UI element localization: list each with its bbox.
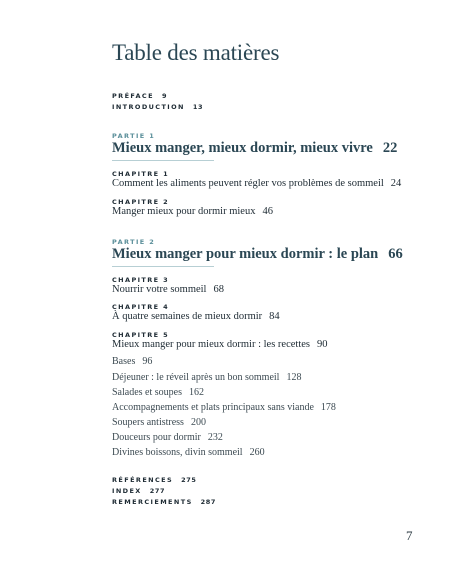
chapter-page: 90 — [316, 339, 328, 350]
entry-label: INDEX — [112, 487, 142, 495]
chapter-title-text: Mieux manger pour mieux dormir : les recettes — [112, 339, 310, 350]
chapter-2-kicker: CHAPITRE 2 — [112, 198, 170, 206]
entry-label: RÉFÉRENCES — [112, 476, 174, 484]
chapter-1-kicker: CHAPITRE 1 — [112, 170, 170, 178]
recipe-page: 200 — [190, 417, 206, 428]
part-1-divider — [112, 160, 214, 161]
recipe-title: Déjeuner : le réveil après un bon sommeil — [112, 372, 280, 383]
chapter-title-text: À quatre semaines de mieux dormir — [112, 311, 263, 322]
recipe-title: Douceurs pour dormir — [112, 432, 201, 443]
entry-label: INTRODUCTION — [112, 103, 185, 111]
part-title-text: Mieux manger pour mieux dormir : le plan — [112, 246, 379, 262]
entry-page: 287 — [200, 498, 217, 506]
part-title-text: Mieux manger, mieux dormir, mieux vivre — [112, 140, 373, 156]
toc-entry-preface[interactable] — [112, 92, 167, 100]
part-page: 22 — [382, 140, 398, 156]
part-1-title[interactable] — [112, 140, 397, 157]
part-2-title[interactable] — [112, 246, 403, 263]
recipe-title: Accompagnements et plats principaux sans viande — [112, 402, 314, 413]
recipe-entry[interactable] — [112, 447, 265, 458]
page-title: Table des matières — [112, 40, 280, 65]
entry-label: REMERCIEMENTS — [112, 498, 193, 506]
toc-entry-introduction[interactable] — [112, 103, 203, 111]
chapter-page: 24 — [390, 178, 402, 189]
recipe-page: 162 — [189, 387, 204, 398]
recipe-entry[interactable] — [112, 402, 336, 413]
entry-page: 13 — [192, 103, 204, 111]
recipe-page: 232 — [207, 432, 223, 443]
entry-label: PRÉFACE — [112, 92, 154, 100]
recipe-title: Divines boissons, divin sommeil — [112, 447, 243, 458]
chapter-4-title[interactable] — [112, 311, 280, 322]
recipe-entry[interactable] — [112, 372, 301, 383]
recipe-entry[interactable] — [112, 356, 152, 367]
chapter-5-kicker: CHAPITRE 5 — [112, 331, 170, 339]
recipe-page: 178 — [320, 402, 336, 413]
entry-page: 277 — [149, 487, 166, 495]
entry-page: 9 — [161, 92, 168, 100]
recipe-title: Soupers antistress — [112, 417, 184, 428]
recipe-entry[interactable] — [112, 417, 206, 428]
part-1-kicker: PARTIE 1 — [112, 132, 156, 140]
recipe-page: 128 — [286, 372, 302, 383]
toc-entry-references[interactable] — [112, 476, 196, 484]
toc-entry-index[interactable] — [112, 487, 165, 495]
chapter-title-text: Manger mieux pour dormir mieux — [112, 206, 256, 217]
chapter-3-kicker: CHAPITRE 3 — [112, 276, 170, 284]
chapter-3-title[interactable] — [112, 284, 224, 295]
recipe-title: Bases — [112, 356, 136, 367]
recipe-title: Salades et soupes — [112, 387, 182, 398]
recipe-page: 260 — [249, 447, 265, 458]
chapter-1-title[interactable] — [112, 178, 401, 189]
chapter-page: 46 — [262, 206, 273, 217]
recipe-entry[interactable] — [112, 432, 223, 443]
entry-page: 275 — [181, 476, 197, 484]
part-2-divider — [112, 266, 214, 267]
chapter-4-kicker: CHAPITRE 4 — [112, 303, 170, 311]
part-2-kicker: PARTIE 2 — [112, 238, 156, 246]
chapter-title-text: Nourrir votre sommeil — [112, 284, 207, 295]
chapter-5-title[interactable] — [112, 339, 327, 350]
recipe-entry[interactable] — [112, 387, 204, 398]
toc-entry-remerciements[interactable] — [112, 498, 216, 506]
page-number: 7 — [406, 528, 413, 543]
chapter-page: 84 — [269, 311, 280, 322]
chapter-page: 68 — [213, 284, 224, 295]
part-page: 66 — [388, 246, 403, 262]
recipe-page: 96 — [142, 356, 153, 367]
chapter-title-text: Comment les aliments peuvent régler vos problèmes de sommeil — [112, 178, 384, 189]
chapter-2-title[interactable] — [112, 206, 273, 217]
